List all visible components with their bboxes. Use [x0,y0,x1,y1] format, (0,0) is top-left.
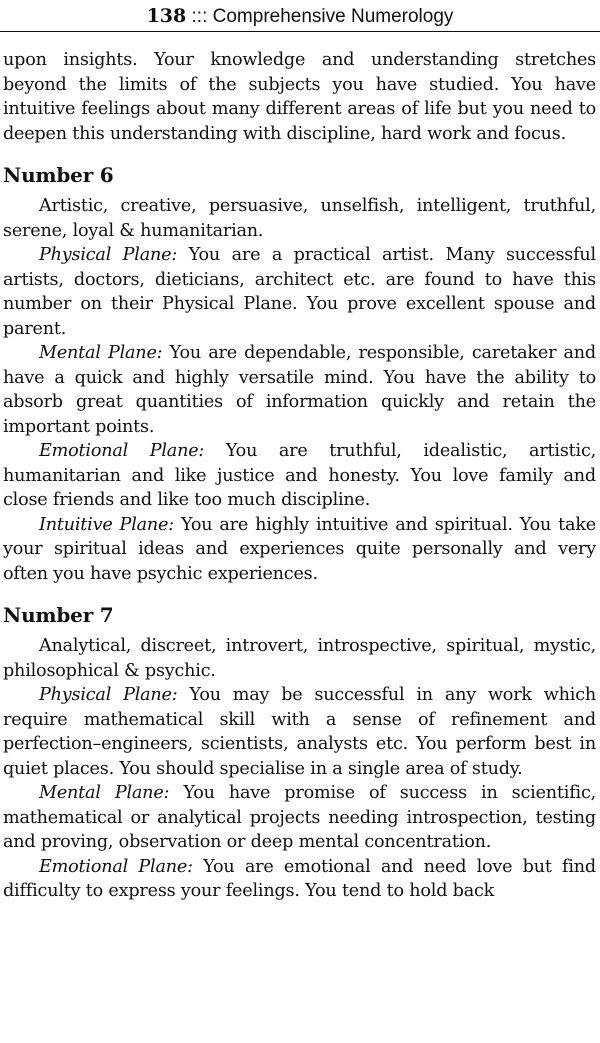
plane-text: You have promise of success in scientific, mathematical or analytical projects needing introspection, testing and proving, observation or deep mental concentration. [3,783,596,852]
plane-label: Mental Plane: [39,343,163,363]
plane-text: You are highly intuitive and spiritual. You take your spiritual ideas and experiences quite personally and very often you have psychic experiences. [3,514,597,584]
number-6-mental-plane [3,341,596,439]
running-header [0,2,600,30]
page-number: 138 [146,5,187,27]
section-heading-number-7: Number 7 [3,603,114,627]
number-7-emotional-plane [3,855,596,904]
number-7-mental-plane [3,781,596,855]
plane-text: You are emotional and need love but find difficulty to express your feelings. You tend to hold back [3,856,596,901]
number-7-physical-plane [3,683,596,781]
number-6-emotional-plane [3,439,596,513]
plane-text: You may be successful in any work which require mathematical skill with a sense of refinement and perfection–engineers, scientists, analysts etc. You perform best in quiet places. You should specialise in a single area of study. [3,685,597,779]
plane-label: Physical Plane: [39,245,178,265]
number-6-traits: Artistic, creative, persuasive, unselfish, intelligent, truthful, serene, loyal & humanitarian. [3,196,596,241]
intro-paragraph: upon insights. Your knowledge and understanding stretches beyond the limits of the subjects you have studied. You have intuitive feelings about many different areas of life but you need to deepen this understanding with discipline, hard work and focus. [3,50,596,144]
page-body [3,48,596,904]
plane-label: Intuitive Plane: [39,514,174,535]
book-title: Comprehensive Numerology [212,6,454,27]
number-6-intuitive-plane [3,513,596,587]
plane-text: You are truthful, idealistic, artistic, humanitarian and like justice and honesty. You love family and close friends and like too much discipline. [3,441,596,510]
plane-text: You are a practical artist. Many successful artists, doctors, dieticians, architect etc. are found to have this number on their Physical Plane. You prove excellent spouse and parent. [3,245,596,339]
header-separator: ::: [191,6,208,27]
plane-label: Mental Plane: [39,783,170,803]
number-7-traits: Analytical, discreet, introvert, introspective, spiritual, mystic, philosophical & psychic. [3,636,596,681]
plane-label: Emotional Plane: [39,856,193,877]
section-heading-number-6: Number 6 [3,163,114,187]
header-rule [0,31,600,32]
number-6-physical-plane [3,243,596,341]
plane-text: You are dependable, responsible, caretaker and have a quick and highly versatile mind. You have the ability to absorb great quantities of information quickly and retain the important points. [3,343,596,437]
plane-label: Emotional Plane: [39,441,205,461]
plane-label: Physical Plane: [39,685,178,705]
